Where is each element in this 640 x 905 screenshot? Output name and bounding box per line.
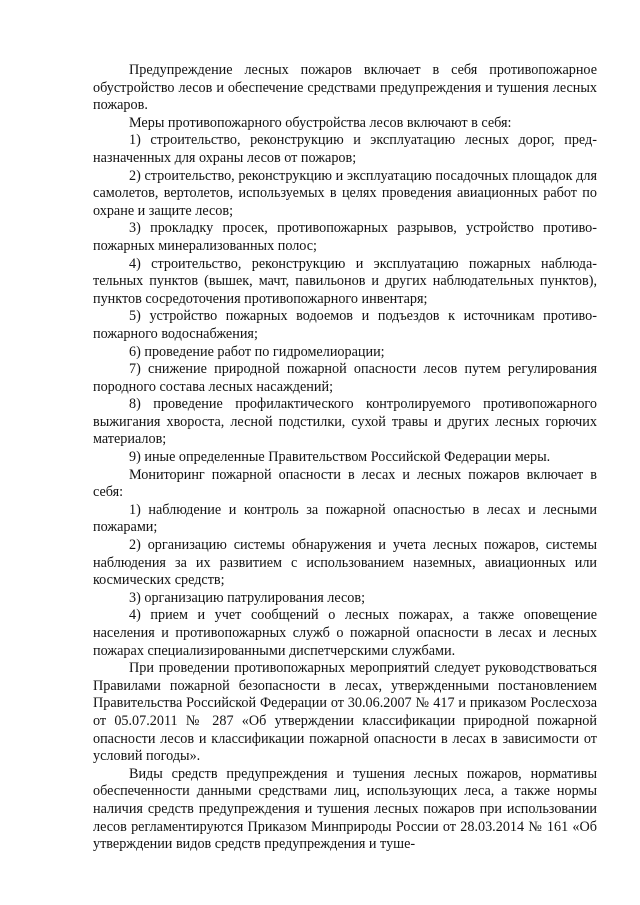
list-item-measure-8: 8) проведение профилактического контролируемого противопожарного выжигания хвороста, лесной подстилки, сухой травы и других лесных горючих материалов; [93,396,597,448]
document-page [93,62,597,854]
list-item-measure-1: 1) строительство, реконструкцию и эксплуатацию лесных дорог, предназначенных для охраны лесов от пожаров; [93,132,597,166]
list-item-measure-3: 3) прокладку просек, противопожарных разрывов, устройство противопожарных минерализованных полос; [93,220,597,254]
list-item-measure-9: 9) иные определенные Правительством Российской Федерации меры. [129,449,551,466]
paragraph-intro: Предупреждение лесных пожаров включает в себя противопожарное обустройство лесов и обеспечение средствами предупреждения и тушения лесных пожаров. [93,62,597,114]
list-item-measure-7: 7) снижение природной пожарной опасности лесов путем регулирования породного состава лесных насаждений; [93,361,597,395]
list-item-measure-6: 6) проведение работ по гидромелиорации; [129,343,385,360]
paragraph-fire-rules: При проведении противопожарных мероприятий следует руководствоваться Правилами пожарной безопасности в лесах, утвержденными постановлением Правительства Российской Федерации от 30.06.2007 № 417 и приказом Рослесхоза от 05.07.2011 № 287 «Об утверждении классификации природной пожарной опасности лесов и классификации пожарной опасности в лесах в зависимости от условий погоды». [93,660,597,765]
list-item-measure-4: 4) строительство, реконструкцию и эксплуатацию пожарных наблюдательных пунктов (вышек, мачт, павильонов и других наблюдательных пунктов), пунктов сосредоточения противопожарного инвентаря; [93,255,597,307]
list-item-measure-2: 2) строительство, реконструкцию и эксплуатацию посадочных площадок для самолетов, вертолетов, используемых в целях проведения авиационных работ по охране и защите лесов; [93,167,597,219]
paragraph-measures-heading: Меры противопожарного обустройства лесов включают в себя: [129,114,512,131]
list-item-monitoring-4: 4) прием и учет сообщений о лесных пожарах, а также оповещение населения и противопожарных служб о пожарной опасности в лесах и лесных пожарах специализированными диспетчерскими службами. [93,607,597,659]
paragraph-means-regulation: Виды средств предупреждения и тушения лесных пожаров, нормативы обеспеченности данными средствами лиц, использующих леса, а также нормы наличия средств предупреждения и тушения лесных пожаров при использовании лесов регламентируются Приказом Минприроды России от 28.03.2014 № 161 «Об утверждении видов средств предупреждения и туше- [93,765,597,853]
list-item-measure-5: 5) устройство пожарных водоемов и подъездов к источникам противопожарного водоснабжения; [93,308,597,342]
paragraph-monitoring-heading: Мониторинг пожарной опасности в лесах и лесных пожаров включает в себя: [93,466,597,501]
list-item-monitoring-3: 3) организацию патрулирования лесов; [129,589,366,606]
list-item-monitoring-2: 2) организацию системы обнаружения и учета лесных пожаров, системы наблюдения за их развитием с использованием наземных, авиационных или космических средств; [93,537,597,589]
list-item-monitoring-1: 1) наблюдение и контроль за пожарной опасностью в лесах и лесными пожарами; [93,501,597,536]
